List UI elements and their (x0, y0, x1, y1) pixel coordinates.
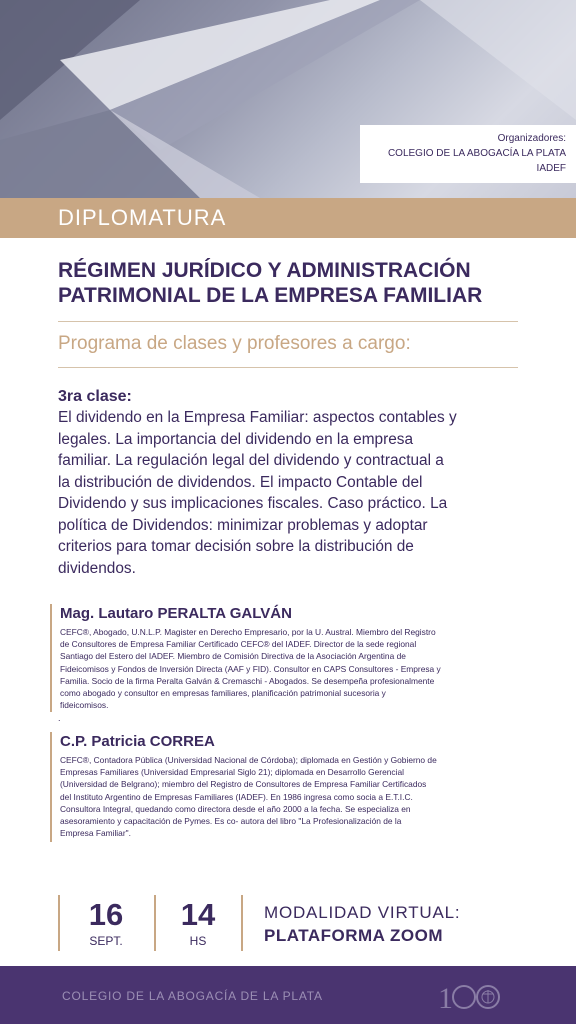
bio-line: como abogado y consultor en empresas familiares, planificación patrimonial sucesoria y (60, 688, 386, 699)
organizers-line-1: COLEGIO DE LA ABOGACÍA LA PLATA (387, 148, 566, 159)
footer-institution: COLEGIO DE LA ABOGACÍA DE LA PLATA (62, 989, 323, 1003)
class-description-line: la distribución de dividendos. El impacto Contable del (58, 473, 423, 491)
centenary-logo-icon (438, 976, 508, 1016)
class-description-line: legales. La importancia del dividendo en la empresa (58, 430, 414, 448)
class-description (58, 407, 528, 579)
course-title (58, 258, 528, 308)
bio-line: CEFC®, Abogado, U.N.L.P. Magister en Derecho Empresario, por la U. Austral. Miembro del Registro (60, 627, 436, 637)
professor-bio (60, 754, 530, 839)
event-hour: 14 (180, 897, 216, 932)
bio-line: Fideicomisos y Fondos de Inversión Directa (AAF y FID). Consultor en CAPS Consultores - Empresa y (60, 663, 441, 674)
separator-dot: . (58, 713, 61, 723)
band-title: DIPLOMATURA (58, 205, 227, 230)
professor-bio (60, 626, 530, 711)
professor-correa (50, 732, 530, 842)
bio-line: Empresa Familiar". (60, 828, 131, 839)
class-description-line: El dividendo en la Empresa Familiar: aspectos contables y (58, 409, 457, 426)
class-description-line: política de Dividendos: minimizar problemas y adoptar (58, 516, 428, 534)
svg-text:1: 1 (438, 982, 453, 1015)
bio-line: asesoramiento y capacitación de Pymes. Es co- autora del libro "La Profesionalización de la (60, 816, 402, 827)
class-description-line: dividendos. (58, 559, 136, 577)
bio-line: Consultora Integral, quedando como directora desde el año 2000 a la fecha. Se especializa en (60, 803, 411, 814)
class-description-line: Dividendo y sus implicaciones fiscales. Caso práctico. La (58, 495, 448, 512)
professor-name-surname: CORREA (149, 733, 215, 750)
event-day: 16 (88, 897, 124, 932)
diplomatura-band (0, 198, 576, 238)
organizers-line-2: IADEF (536, 163, 566, 174)
program-heading: Programa de clases y profesores a cargo: (58, 333, 411, 354)
bio-line: Familia. Socio de la firma Peralta Galván & Cremaschi - Abogados. Se desempeña profesionalmente (60, 675, 435, 686)
modality-label: MODALIDAD VIRTUAL: (264, 903, 461, 922)
organizers-heading: Organizadores: (497, 133, 566, 144)
bio-line: CEFC®, Contadora Pública (Universidad Nacional de Córdoba); diplomada en Gestión y Gobierno de (60, 755, 437, 765)
course-title-line-1: RÉGIMEN JURÍDICO Y ADMINISTRACIÓN (58, 259, 471, 282)
divider-top (58, 321, 518, 322)
bio-line: del Instituto Argentino de Empresas Familiares (IADEF). En 1986 ingresa como socia a E.T.I.C. (60, 791, 413, 802)
class-label: 3ra clase: (58, 388, 132, 405)
bio-line: (Universidad de Belgrano); miembro del Registro de Consultores de Empresa Familiar Certificados (60, 779, 427, 790)
divider-bottom (58, 367, 518, 368)
course-title-line-2: PATRIMONIAL DE LA EMPRESA FAMILIAR (58, 284, 483, 307)
class-description-line: familiar. La regulación legal del dividendo y contractual a (58, 452, 444, 469)
class-description-line: criterios para tomar decisión sobre la distribución de (58, 538, 414, 555)
bio-line: Santiago del Estero del IADEF. Miembro de Comisión Directiva de la Asociación Argentina de (60, 651, 406, 662)
footer (0, 966, 576, 1024)
professor-name (60, 604, 530, 624)
bio-line: de Consultores de Empresa Familiar Certificado CEFC® del IADEF. Director de la sede regional (60, 639, 417, 650)
professor-name (60, 732, 530, 752)
class-block (58, 387, 528, 579)
modality-platform: PLATAFORMA ZOOM (264, 926, 444, 945)
organizers-box (360, 125, 576, 183)
professor-peralta-galvan (50, 604, 530, 712)
professor-name-prefix: C.P. Patricia (60, 733, 150, 750)
hero-image (0, 0, 576, 198)
event-hour-unit: HS (189, 934, 207, 948)
schedule-divider (241, 895, 243, 951)
bio-line: Empresas Familiares (Universidad Empresarial Siglo 21); diplomada en Desarrollo Gerencial (60, 767, 404, 778)
professor-name-surname: PERALTA GALVÁN (157, 605, 292, 622)
event-month: SEPT. (89, 934, 123, 948)
professor-name-prefix: Mag. Lautaro (60, 605, 158, 622)
bio-line: fideicomisos. (60, 700, 109, 711)
